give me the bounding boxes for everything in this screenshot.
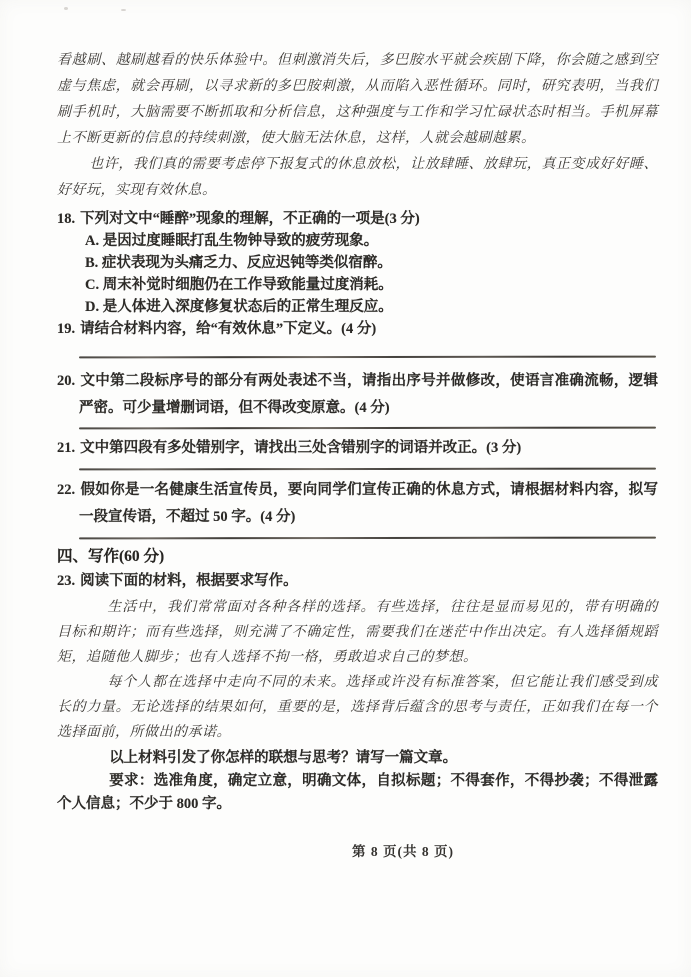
question-23 [57,569,658,593]
essay-material-paragraph-1: 生活中，我们常常面对各种各样的选择。有些选择，往往是显而易见的，带有明确的目标和期许；而有些选择，则充满了不确定性，需要我们在迷茫中作出决定。有人选择循规蹈矩，追随他人脚步；也有人选择不拘一格，勇敢追求自己的梦想。 [57,600,658,665]
answer-line-3 [79,468,656,471]
question-22-number: 22. [57,482,76,498]
scan-artifact [121,9,126,11]
question-20-number: 20. [57,373,76,389]
answer-line-2 [79,427,656,430]
question-18-text: 下列对文中“睡醉”现象的理解，不正确的一项是(3 分) [80,211,420,227]
question-18 [57,208,658,318]
question-23-stem [57,569,658,593]
question-21-text: 文中第四段有多处错别字，请找出三处含错别字的词语并改正。(3 分) [80,440,522,456]
essay-material-paragraph-2: 每个人都在选择中走向不同的未来。选择或许没有标准答案，但它能让我们感受到成长的力量。无论选择的结果如何，重要的是，选择背后蕴含的思考与责任，正如我们在每一个选择面前，所做出的承诺。 [57,675,658,740]
question-21-stem [57,435,658,462]
question-23-text: 阅读下面的材料，根据要求写作。 [80,573,298,589]
question-18-option-c: C. 周末补觉时细胞仍在工作导致能量过度消耗。 [85,277,393,293]
question-19-text: 请结合材料内容，给“有效休息”下定义。(4 分) [80,321,377,337]
question-20 [57,368,658,422]
question-18-number: 18. [57,211,76,227]
question-20-text: 文中第二段标序号的部分有两处表述不当，请指出序号并做修改，使语言准确流畅，逻辑严密。可少量增删词语，但不得改变原意。(4 分) [79,373,658,416]
answer-line-4 [79,537,656,540]
essay-prompt: 以上材料引发了你怎样的联想与思考？请写一篇文章。 [109,750,458,766]
answer-line-1 [79,356,656,359]
question-18-stem [57,208,658,230]
essay-requirements: 要求：选准角度，确定立意，明确文体，自拟标题；不得套作，不得抄袭；不得泄露个人信息；不少于 800 字。 [57,773,658,812]
reading-paragraph-2: 也许，我们真的需要考虑停下报复式的休息放松，让放肆睡、放肆玩，真正变成好好睡、好好玩，实现有效休息。 [57,157,658,198]
question-21 [57,435,658,462]
question-18-option-b: B. 症状表现为头痛乏力、反应迟钝等类似宿醉。 [85,255,392,271]
question-22 [57,477,658,531]
question-19-stem [57,318,658,340]
question-19-number: 19. [57,321,76,337]
question-23-number: 23. [57,573,76,589]
question-21-number: 21. [57,440,76,456]
page-footer: 第 8 页(共 8 页) [352,844,454,859]
question-19 [57,318,658,340]
question-22-stem [57,477,658,531]
question-22-text: 假如你是一名健康生活宣传员，要向同学们宣传正确的休息方式，请根据材料内容，拟写一段宣传语，不超过 50 字。(4 分) [79,482,658,525]
writing-section-heading: 四、写作(60 分) [57,548,165,565]
reading-paragraph-1: 看越刷、越刷越看的快乐体验中。但刺激消失后，多巴胺水平就会疾剧下降，你会随之感到空虚与焦虑，就会再刷，以寻求新的多巴胺刺激，从而陷入恶性循环。同时，研究表明，当我们刷手机时，大脑需要不断抓取和分析信息，这种强度与工作和学习忙碌状态时相当。手机屏幕上不断更新的信息的持续刺激，使大脑无法休息，这样，人就会越刷越累。 [57,53,658,146]
question-20-stem [57,368,658,422]
scan-artifact [64,7,68,10]
question-18-option-a: A. 是因过度睡眠打乱生物钟导致的疲劳现象。 [85,233,379,249]
question-18-option-d: D. 是人体进入深度修复状态后的正常生理反应。 [85,299,393,315]
page-content [57,48,658,816]
